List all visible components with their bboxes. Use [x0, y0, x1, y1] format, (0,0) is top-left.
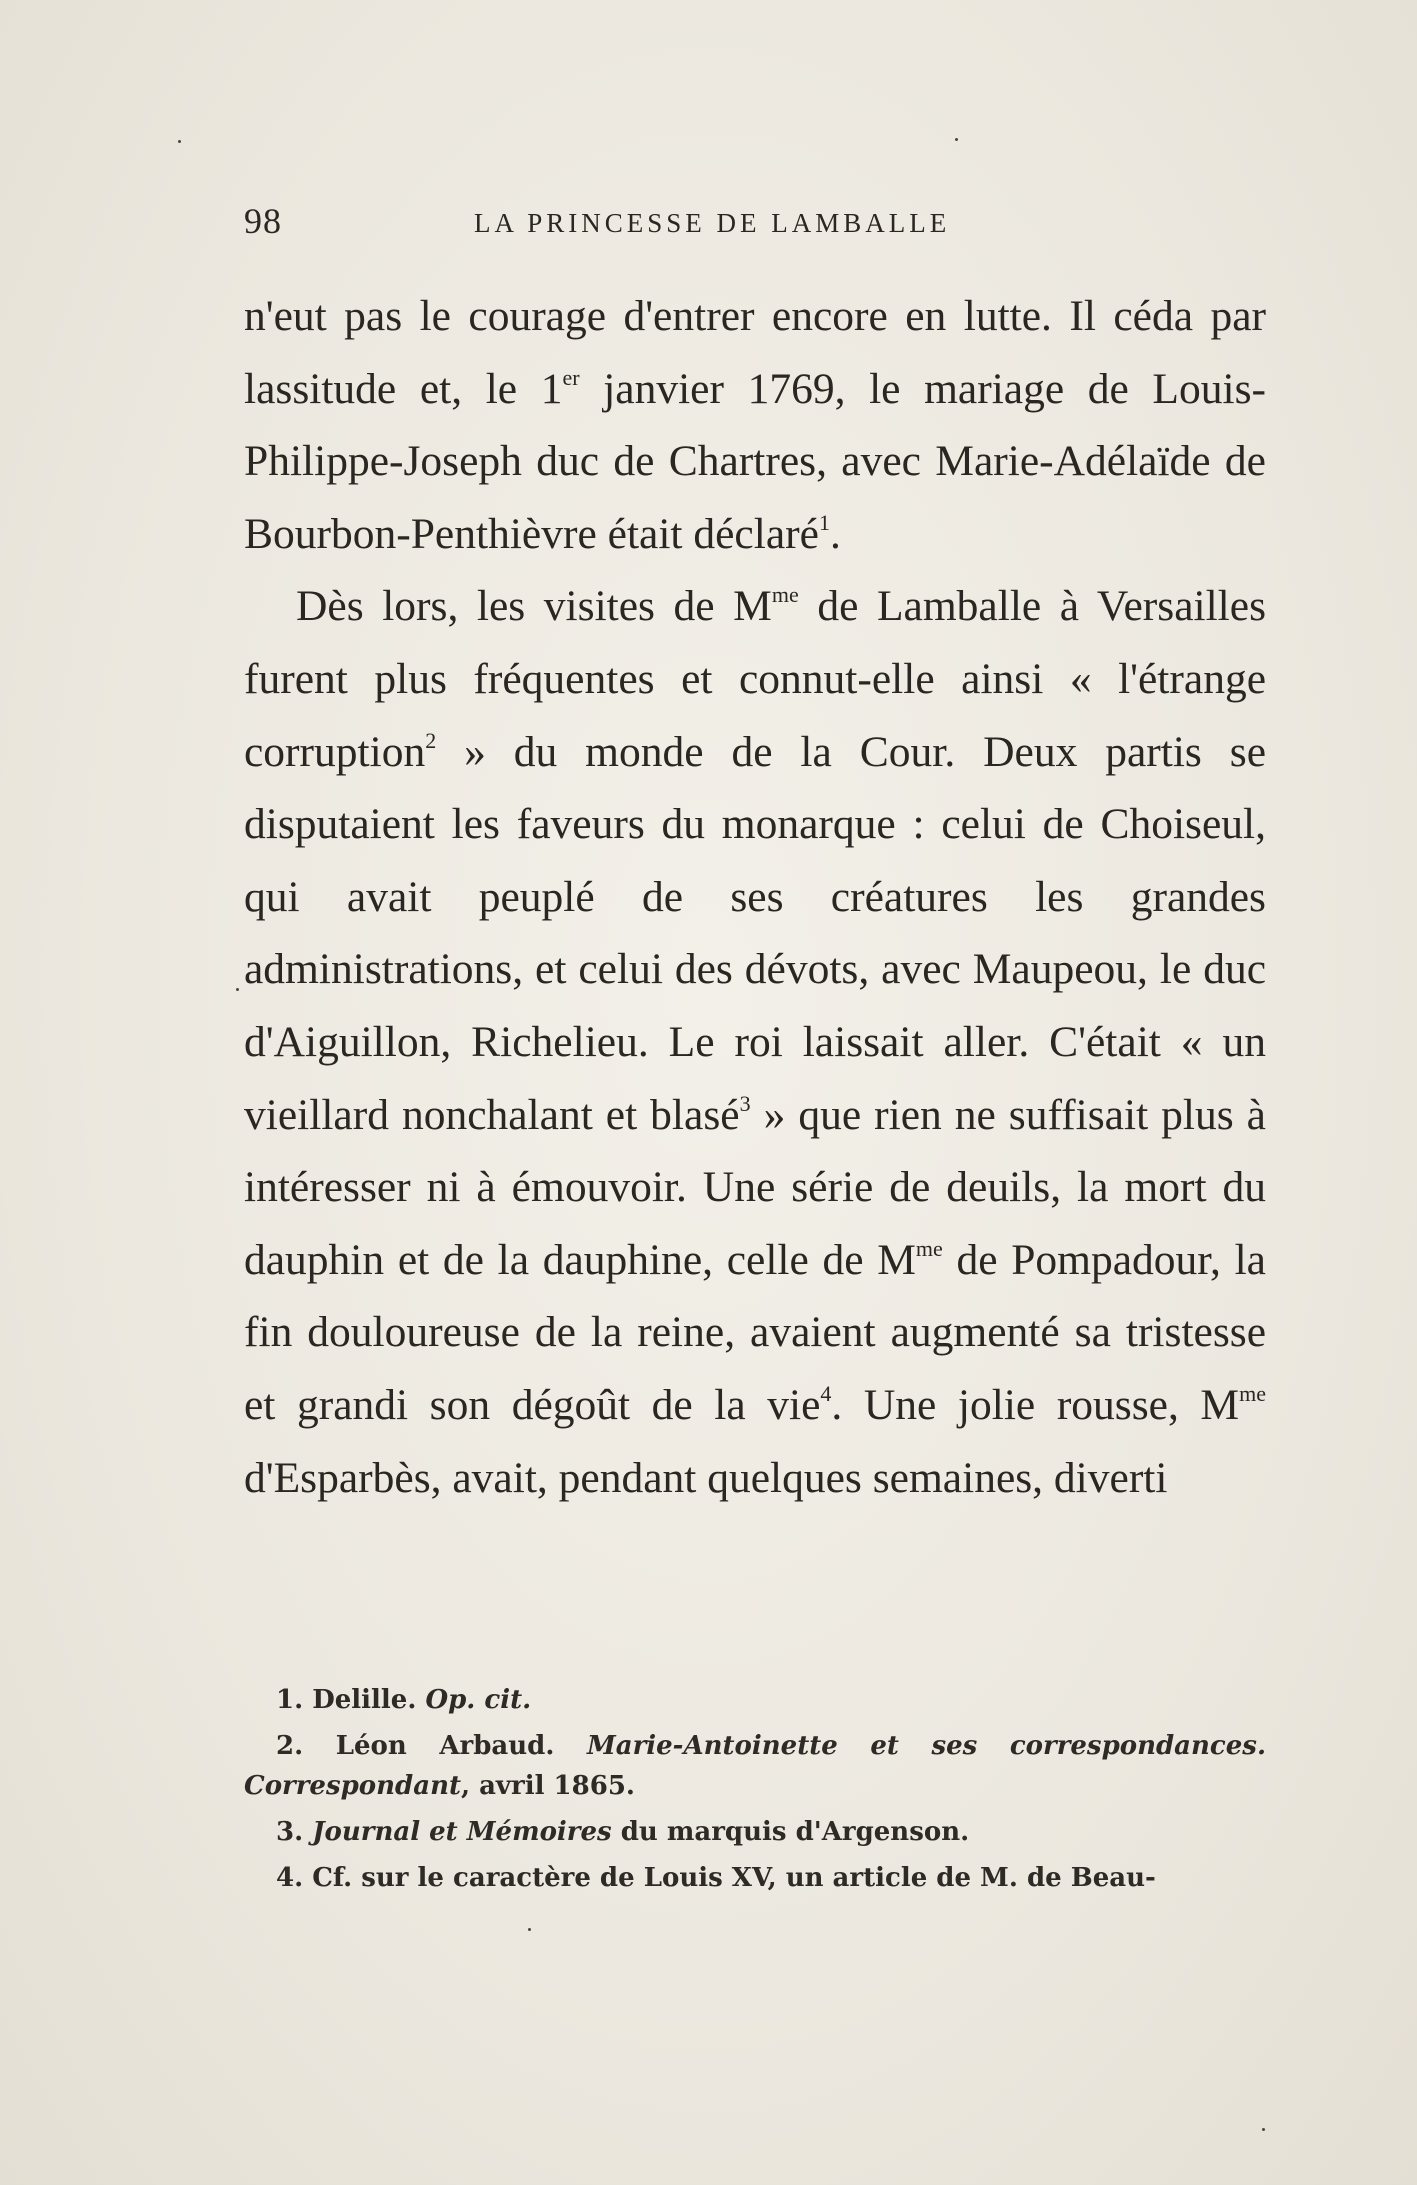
footnote-text: Léon Arbaud.	[303, 1731, 587, 1761]
footnote-1	[244, 1680, 1266, 1720]
footnote-number: 4.	[276, 1863, 304, 1893]
running-title: LA PRINCESSE DE LAMBALLE	[474, 208, 951, 238]
footnote-ref-3: 3	[739, 1090, 751, 1116]
paragraph-2	[244, 570, 1266, 1514]
superscript: me	[1239, 1380, 1266, 1406]
footnote-2	[244, 1726, 1266, 1806]
text-run: . Une jolie rousse, M	[831, 1380, 1240, 1429]
page-number: 98	[244, 201, 282, 241]
footnote-text-italic: Marie-Antoinette et ses correspondances. Correspondant	[244, 1731, 1266, 1801]
text-run: .	[829, 509, 841, 558]
footnote-text-italic: Journal et Mémoires	[312, 1817, 612, 1847]
text-run: janvier 1769, le mariage de Louis-Philippe-Joseph duc de Chartres, avec Marie-Adélaïde de Bourbon-Penthièvre était déclaré	[244, 364, 1267, 558]
footnote-text	[303, 1817, 312, 1847]
footnote-4	[244, 1858, 1266, 1898]
text-run: d'Esparbès, avait, pendant quelques semaines, diverti	[244, 1453, 1168, 1502]
paper-speck	[178, 140, 181, 143]
footnotes	[244, 1680, 1266, 1904]
paper-speck	[955, 138, 958, 141]
footnote-ref-4: 4	[820, 1380, 832, 1406]
footnote-number: 2.	[276, 1731, 304, 1761]
footnote-3	[244, 1812, 1266, 1852]
text-run: Dès lors, les visites de M	[296, 582, 772, 631]
superscript: er	[562, 364, 580, 390]
footnote-text: Delille.	[303, 1685, 426, 1715]
paper-speck	[236, 988, 239, 991]
superscript: me	[915, 1235, 943, 1261]
superscript: me	[771, 582, 799, 608]
footnote-text-italic: Op. cit.	[425, 1685, 532, 1715]
text-run: » que rien ne suffisait plus à intéresser ni à émouvoir. Une série de deuils, la mort du dauphin et de la dauphine, celle de M	[244, 1090, 1266, 1284]
body-text	[244, 280, 1266, 1514]
text-run: » du monde de la Cour. Deux partis se disputaient les faveurs du monarque : celui de Choiseul, qui avait peuplé de ses créatures les grandes administrations, et celui des dévots, avec Maupeou, le duc d'Aiguillon, Richelieu. Le roi laissait aller. C'était « un vieillard nonchalant et blasé	[244, 727, 1266, 1139]
text-run: n'eut pas le courage d'entrer encore en lutte. Il céda par lassitude et, le 1	[244, 292, 1266, 413]
text-run: de Pompadour, la fin douloureuse de la reine, avaient augmenté sa tristesse et grandi son dégoût de la vie	[244, 1235, 1266, 1429]
footnote-ref-2: 2	[425, 727, 437, 753]
footnote-text: du marquis d'Argenson.	[611, 1817, 970, 1847]
running-head	[244, 200, 1264, 260]
text-run: de Lamballe à Versailles furent plus fréquentes et connut-elle ainsi « l'étrange corruption	[244, 582, 1266, 776]
footnote-number: 3.	[276, 1817, 304, 1847]
footnote-text: , avril 1865.	[460, 1771, 635, 1801]
footnote-ref-1: 1	[818, 509, 830, 535]
paragraph-1	[244, 280, 1266, 570]
footnote-text: Cf. sur le caractère de Louis XV, un article de M. de Beau-	[303, 1863, 1156, 1893]
footnote-number: 1.	[276, 1685, 304, 1715]
paper-speck	[1262, 2128, 1265, 2131]
paper-speck	[528, 1928, 531, 1931]
